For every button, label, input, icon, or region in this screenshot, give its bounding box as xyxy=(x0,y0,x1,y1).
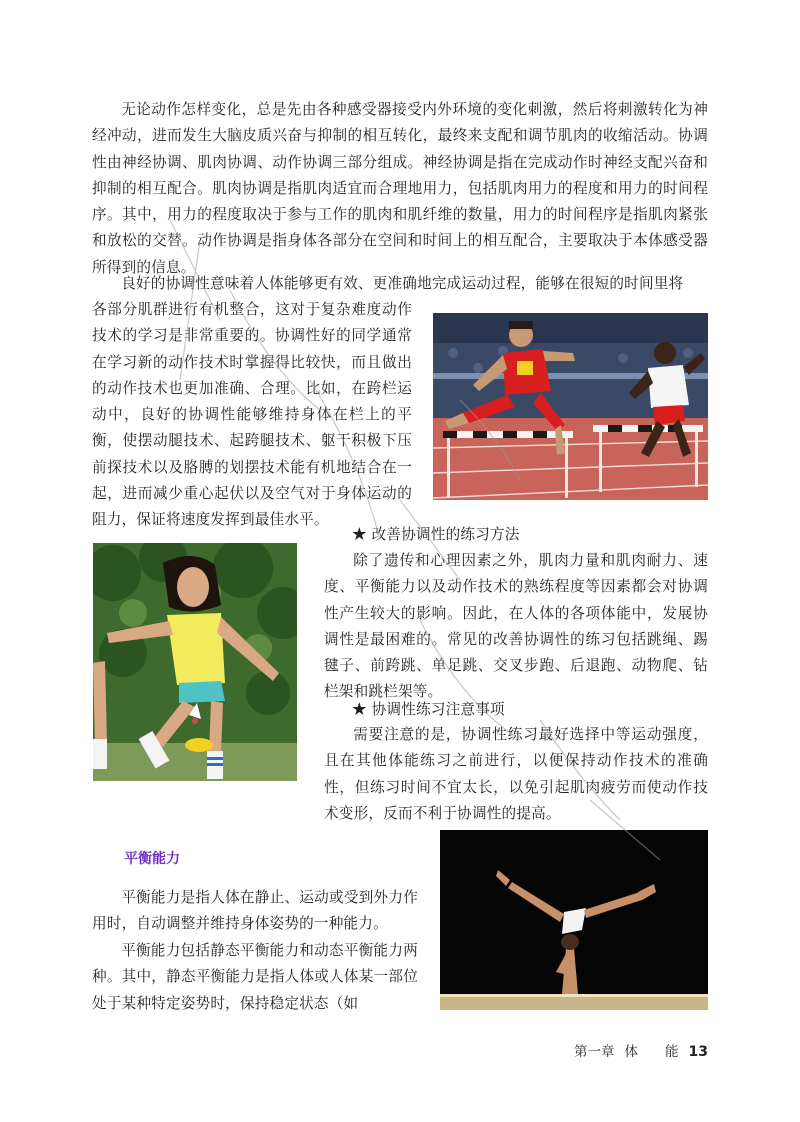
balance-beam-photo xyxy=(440,830,708,1010)
paragraph-methods: 除了遗传和心理因素之外，肌肉力量和肌肉耐力、速度、平衡能力以及动作技术的熟练程度等因素都会对协调性产生较大的影响。因此，在人体的各项体能中，发展协调性是最困难的。常见的改善协调性的练习包括跳绳、踢毽子、前跨跳、单足跳、交叉步跑、后退跑、动物爬、钻栏架和跳栏架等。 xyxy=(324,552,708,701)
paragraph-coordination-line1: 良好的协调性意味着人体能够更有效、更准确地完成运动过程，能够在很短的时间里将 xyxy=(121,275,684,292)
page-footer xyxy=(574,1040,708,1060)
hurdles-photo xyxy=(433,313,708,500)
hurdles-photo-graphic xyxy=(433,313,708,500)
footer-chapter-name: 体 能 xyxy=(624,1044,679,1060)
paragraph-precautions: 需要注意的是，协调性练习最好选择中等运动强度，且在其他体能练习之前进行，以便保持动作技术的准确性，但练习时间不宜太长，以免引起肌肉疲劳而使动作技术变形，反而不利于协调性的提高。 xyxy=(324,726,708,822)
page-number: 13 xyxy=(688,1044,708,1060)
paragraph-balance-types: 平衡能力包括静态平衡能力和动态平衡能力两种。其中，静态平衡能力是指人体或人体某一部位处于某种特定姿势时，保持稳定状态（如 xyxy=(92,942,418,1012)
paragraph-coordination: 各部分肌群进行有机整合，这对于复杂难度动作技术的学习是非常重要的。协调性好的同学通常在学习新的动作技术时掌握得比较快，而且做出的动作技术也更加准确、合理。比如，在跨栏运动中，良好的协调性能够维持身体在栏上的平衡，使摆动腿技术、起跨腿技术、躯干积极下压前探技术以及胳膊的划摆技术能有机地结合在一起，进而减少重心起伏以及空气对于身体运动的阻力，保证将速度发挥到最佳水平。 xyxy=(92,301,412,529)
heading-methods: ★ 改善协调性的练习方法 xyxy=(352,526,520,543)
section-title-balance: 平衡能力 xyxy=(124,851,180,867)
balance-beam-photo-graphic xyxy=(440,830,708,1010)
shuttlecock-kicking-photo xyxy=(93,543,297,781)
paragraph-mechanism: 无论动作怎样变化，总是先由各种感受器接受内外环境的变化刺激，然后将刺激转化为神经冲动，进而发生大脑皮质兴奋与抑制的相互转化，最终来支配和调节肌肉的收缩活动。协调性由神经协调、肌肉协调、动作协调三部分组成。神经协调是指在完成动作时神经支配兴奋和抑制的相互配合。肌肉协调是指肌肉适宜而合理地用力，包括肌肉用力的程度和用力的时间程序。其中，用力的程度取决于参与工作的肌肉和肌纤维的数量，用力的时间程序是指肌肉紧张和放松的交替。动作协调是指身体各部分在空间和时间上的相互配合，主要取决于本体感受器所得到的信息。 xyxy=(92,101,708,276)
footer-chapter: 第一章 xyxy=(574,1044,615,1060)
paragraph-balance-definition: 平衡能力是指人体在静止、运动或受到外力作用时，自动调整并维持身体姿势的一种能力。 xyxy=(92,889,418,933)
shuttlecock-kicking-photo-graphic xyxy=(93,543,297,781)
heading-precautions: ★ 协调性练习注意事项 xyxy=(352,701,505,718)
